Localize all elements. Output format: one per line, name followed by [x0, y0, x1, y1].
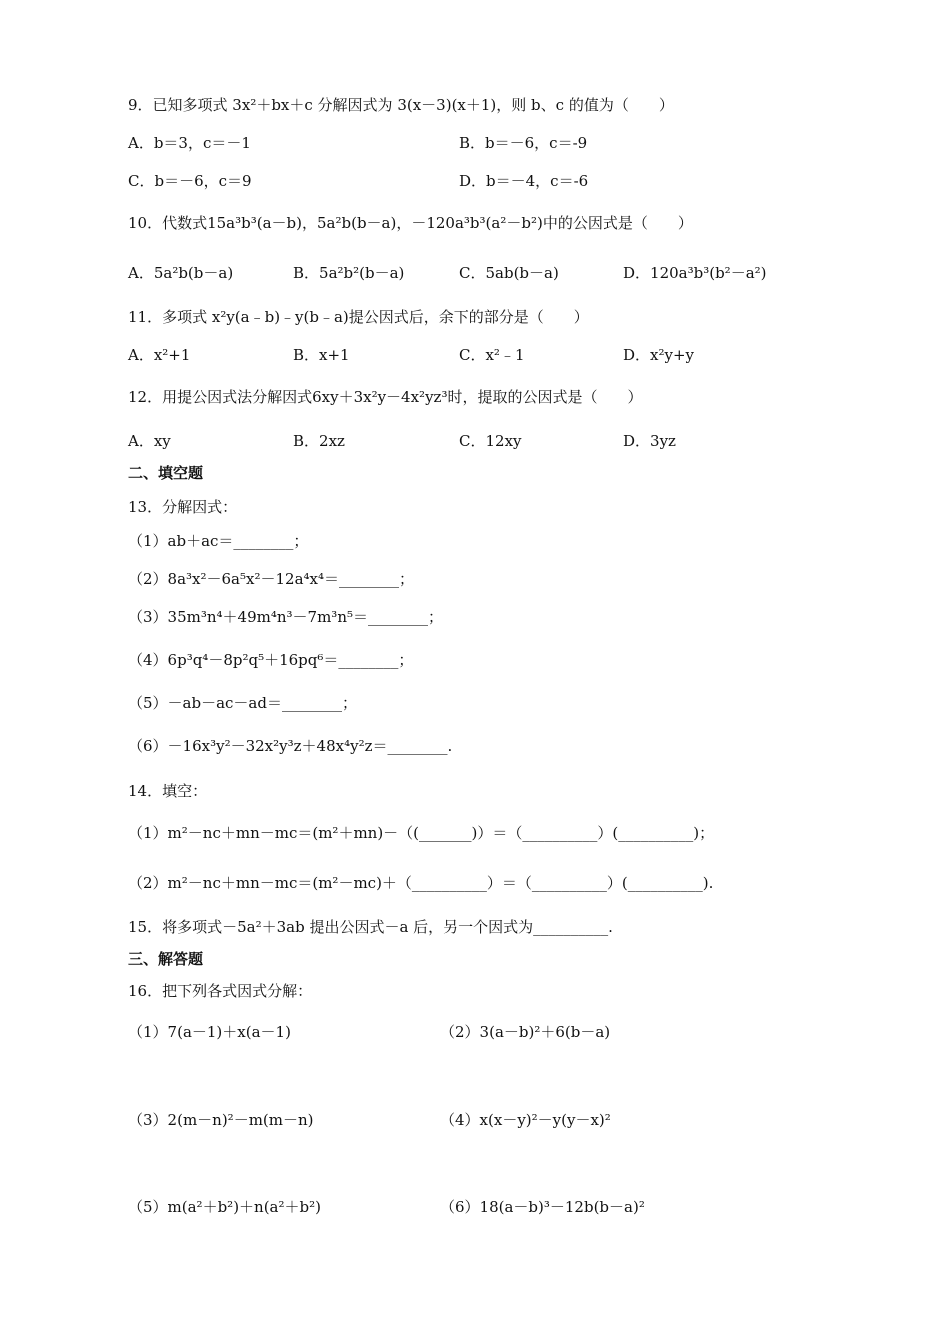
q11-option-b: B．x+1 [293, 346, 350, 364]
q11-option-a: A．x²+1 [128, 346, 191, 364]
q10-option-a: A．5a²b(b－a) [128, 264, 234, 282]
q13-item-3: （3）35m³n⁴＋49m⁴n³－7m³n⁵＝________； [128, 608, 443, 626]
q11-option-c: C．x²﹣1 [459, 346, 525, 364]
section-heading-solve: 三、解答题 [128, 950, 204, 968]
q14-item-2: （2）m²－nc＋mn－mc＝(m²－mc)＋（__________）＝（__________）(__________). [128, 874, 714, 892]
q11-stem: 11．多项式 x²y(a﹣b)﹣y(b﹣a)提公因式后，余下的部分是（ ） [128, 308, 589, 326]
q12-option-c: C．12xy [459, 432, 522, 450]
q14-stem: 14．填空： [128, 782, 208, 800]
q9-option-b: B．b＝－6，c＝-9 [459, 134, 588, 152]
q12-option-d: D．3yz [623, 432, 676, 450]
q10-option-d: D．120a³b³(b²－a²) [623, 264, 767, 282]
q13-item-4: （4）6p³q⁴－8p²q⁵＋16pq⁶＝________； [128, 651, 414, 669]
q13-item-2: （2）8a³x²－6a⁵x²－12a⁴x⁴＝________； [128, 570, 415, 588]
q9-option-c: C．b＝－6，c＝9 [128, 172, 252, 190]
q15-stem: 15．将多项式－5a²＋3ab 提出公因式－a 后，另一个因式为__________. [128, 918, 613, 936]
q10-stem: 10．代数式15a³b³(a－b)，5a²b(b－a)，－120a³b³(a²－b²)中的公因式是（ ） [128, 214, 693, 232]
q9-option-d: D．b＝－4，c＝-6 [459, 172, 589, 190]
q14-item-1: （1）m²－nc＋mn－mc＝(m²＋mn)－（(_______)）＝（__________）(__________)； [128, 824, 715, 842]
q16-item-3: （3）2(m－n)²－m(m－n) [128, 1111, 314, 1129]
q10-option-c: C．5ab(b－a) [459, 264, 559, 282]
q10-option-b: B．5a²b²(b－a) [293, 264, 405, 282]
q16-item-2: （2）3(a－b)²＋6(b－a) [440, 1023, 611, 1041]
q9-option-a: A．b＝3，c＝－1 [128, 134, 251, 152]
section-heading-fill-in: 二、填空题 [128, 464, 204, 482]
q12-option-b: B．2xz [293, 432, 345, 450]
q16-item-4: （4）x(x－y)²－y(y－x)² [440, 1111, 611, 1129]
q13-stem: 13．分解因式： [128, 498, 238, 516]
q16-item-5: （5）m(a²＋b²)＋n(a²＋b²) [128, 1198, 321, 1216]
q12-option-a: A．xy [128, 432, 171, 450]
q11-option-d: D．x²y+y [623, 346, 695, 364]
q12-stem: 12．用提公因式法分解因式6xy＋3x²y－4x²yz³时，提取的公因式是（ ） [128, 388, 643, 406]
q16-stem: 16．把下列各式因式分解： [128, 982, 313, 1000]
q13-item-1: （1）ab＋ac＝________； [128, 532, 309, 550]
q16-item-6: （6）18(a－b)³－12b(b－a)² [440, 1198, 645, 1216]
q16-item-1: （1）7(a－1)＋x(a－1) [128, 1023, 291, 1041]
q13-item-5: （5）－ab－ac－ad＝________； [128, 694, 357, 712]
q13-item-6: （6）－16x³y²－32x²y³z＋48x⁴y²z＝________. [128, 737, 453, 755]
q9-stem: 9．已知多项式 3x²＋bx＋c 分解因式为 3(x－3)(x＋1)，则 b、c 的值为（ ） [128, 96, 674, 114]
